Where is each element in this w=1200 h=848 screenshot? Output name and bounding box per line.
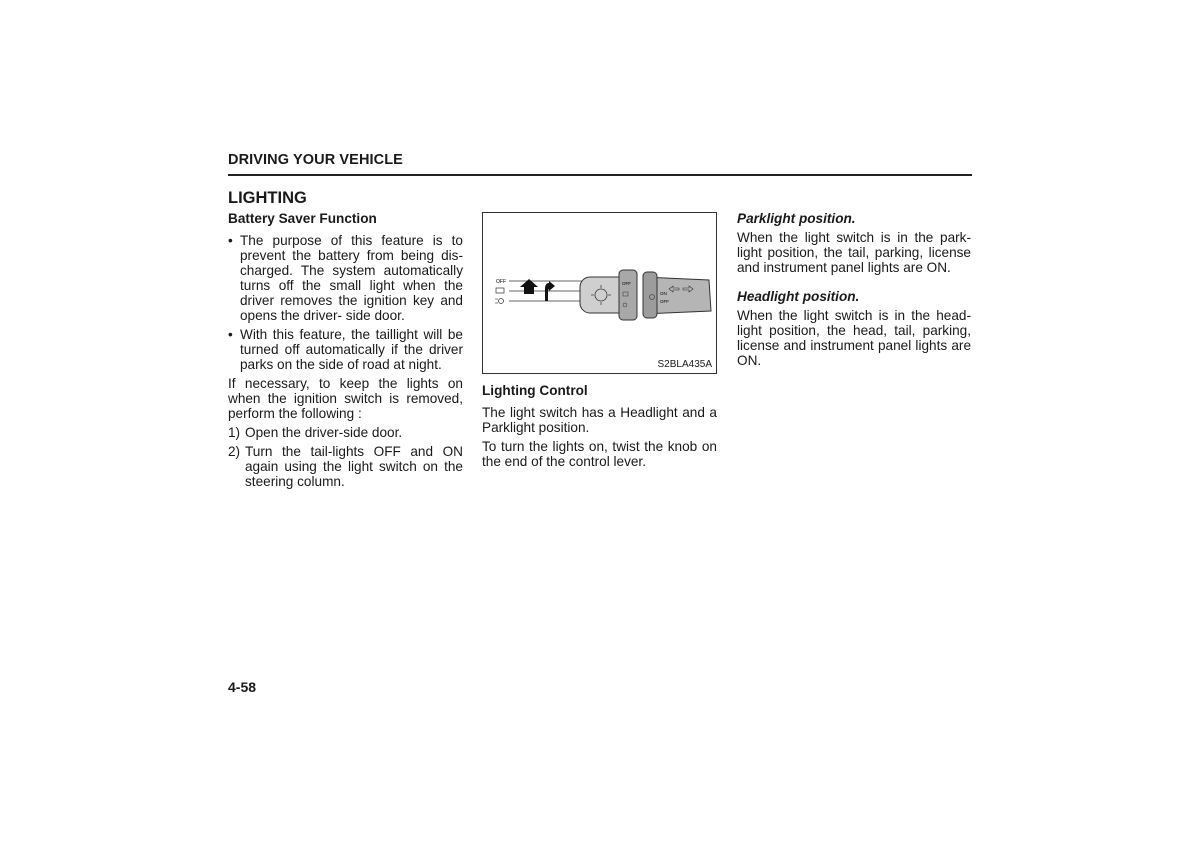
lighting-control-paragraph: The light switch has a Headlight and a Parklight position. xyxy=(482,405,717,435)
lighting-control-title: Lighting Control xyxy=(482,383,588,398)
lever-collar xyxy=(643,272,657,318)
headlight-text: When the light switch is in the head- light position, the head, tail, parking, license and instrument panel lights are ON. xyxy=(737,308,971,368)
bullet-item xyxy=(228,327,463,372)
step-item xyxy=(228,425,463,440)
step-number: 1) xyxy=(228,425,241,440)
headlight-title: Headlight position. xyxy=(737,289,860,304)
step-text: Open the driver-side door. xyxy=(245,425,403,440)
on-label: ON xyxy=(660,291,667,296)
figure-caption: S2BLA435A xyxy=(657,359,712,370)
bullet-text: The purpose of this feature is to prevent the battery from being dis- charged. The system automatically turns off the small light when the driver removes the ignition key and opens the driver- side door. xyxy=(240,233,463,323)
header-rule xyxy=(228,174,972,176)
lighting-control-column xyxy=(482,383,717,473)
parklight-title: Parklight position. xyxy=(737,211,856,226)
step-item xyxy=(228,444,463,489)
page-heading: LIGHTING xyxy=(228,189,307,207)
section-title: DRIVING YOUR VEHICLE xyxy=(228,152,403,168)
off-label-left: OFF xyxy=(496,279,506,285)
off-label-knob: OFF xyxy=(622,281,631,286)
light-switch-illustration xyxy=(483,213,716,373)
parklight-text: When the light switch is in the park- light position, the tail, parking, license and instrument panel lights are ON. xyxy=(737,230,971,275)
page-number: 4-58 xyxy=(228,679,257,695)
parklight-symbol-icon xyxy=(496,288,504,293)
headlight-symbol-icon xyxy=(495,299,504,304)
battery-saver-intro: If necessary, to keep the lights on when the ignition switch is removed, perform the following : xyxy=(228,376,463,421)
light-switch-figure xyxy=(482,212,717,374)
battery-saver-title: Battery Saver Function xyxy=(228,211,377,226)
bullet-icon: • xyxy=(228,233,233,248)
battery-saver-column xyxy=(228,211,463,493)
off-label-right: OFF xyxy=(660,299,669,304)
positions-column xyxy=(737,211,971,372)
bullet-text: With this feature, the taillight will be turned off automatically if the driver parks on the side of road at night. xyxy=(240,327,463,372)
bullet-icon: • xyxy=(228,327,233,342)
lighting-control-paragraph: To turn the lights on, twist the knob on the end of the control lever. xyxy=(482,439,717,469)
bullet-item xyxy=(228,233,463,323)
step-text: Turn the tail-lights OFF and ON again using the light switch on the steering column. xyxy=(245,444,463,489)
step-number: 2) xyxy=(228,444,241,459)
